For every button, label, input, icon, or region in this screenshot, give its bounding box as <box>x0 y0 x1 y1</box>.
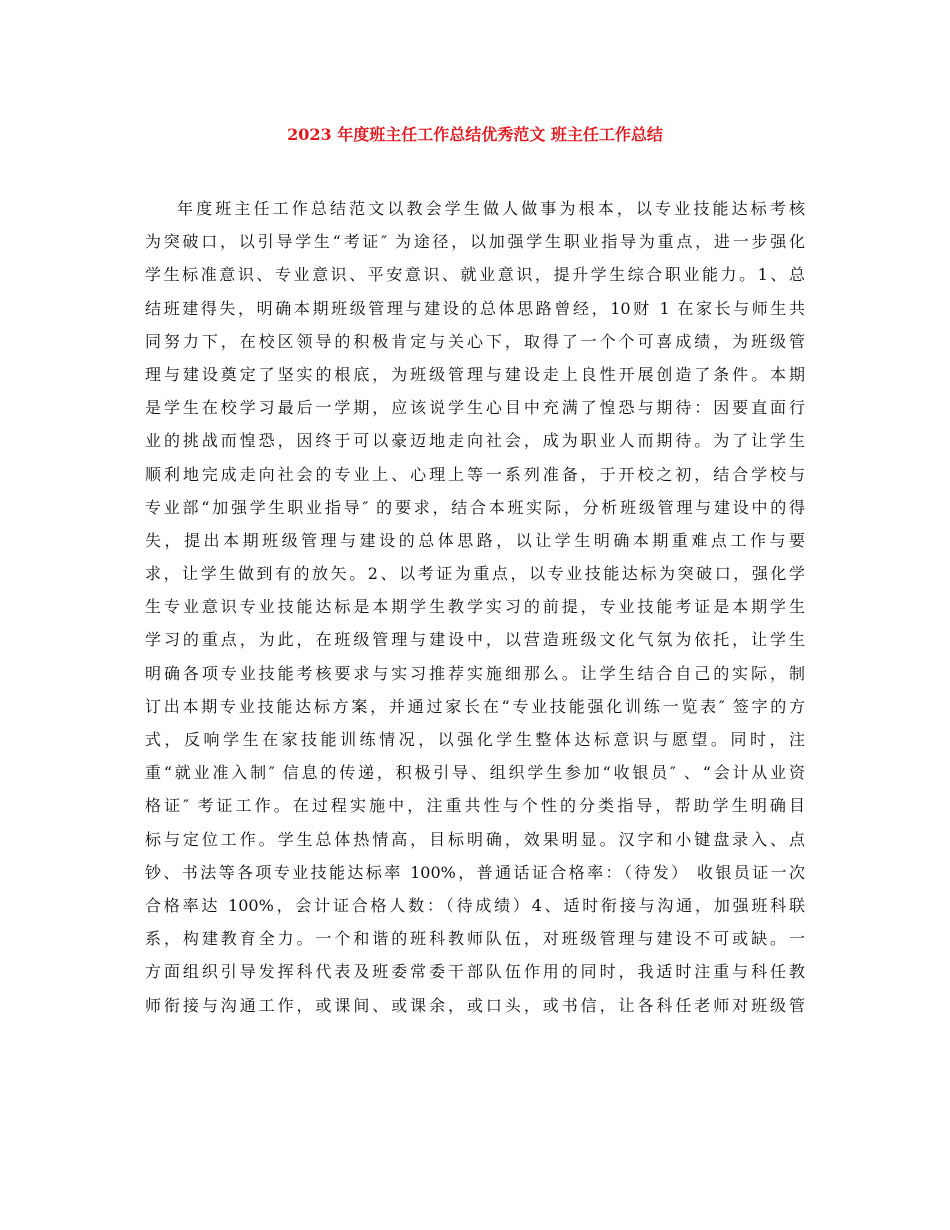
body-line: 合格率达 100%，会计证合格人数：（待成绩）4、适时衔接与沟通，加强班科联 <box>145 895 805 915</box>
body-line: 钞、书法等各项专业技能达标率 100%，普通话证合格率：（待发） 收银员证一次 <box>145 862 805 882</box>
body-line: 专业部“加强学生职业指导″ 的要求，结合本班实际，分析班级管理与建设中的得 <box>145 497 805 517</box>
body-line: 系，构建教育全力。一个和谐的班科教师队伍，对班级管理与建设不可或缺。一 <box>145 929 805 949</box>
body-line: 顺利地完成走向社会的专业上、心理上等一系列准备，于开校之初，结合学校与 <box>145 464 805 484</box>
body-line: 明确各项专业技能考核要求与实习推荐实施细那么。让学生结合自己的实际，制 <box>145 663 805 683</box>
body-line: 格证″ 考证工作。在过程实施中，注重共性与个性的分类指导，帮助学生明确目 <box>145 796 805 816</box>
body-line: 学生标准意识、专业意识、平安意识、就业意识，提升学生综合职业能力。1、总 <box>145 265 805 285</box>
body-line: 方面组织引导发挥科代表及班委常委干部队伍作用的同时，我适时注重与科任教 <box>145 962 805 982</box>
body-line: 求，让学生做到有的放矢。2、以考证为重点，以专业技能达标为突破口，强化学 <box>145 564 805 584</box>
body-line: 年度班主任工作总结范文以教会学生做人做事为根本，以专业技能达标考核 <box>177 199 805 218</box>
body-line: 生专业意识专业技能达标是本期学生教学实习的前提，专业技能考证是本期学生 <box>145 597 805 617</box>
body-line: 是学生在校学习最后一学期，应该说学生心目中充满了惶恐与期待：因要直面行 <box>145 398 805 418</box>
body-line: 理与建设奠定了坚实的根底，为班级管理与建设走上良性开展创造了条件。本期 <box>145 364 805 384</box>
body-line: 师衔接与沟通工作，或课间、或课余，或口头，或书信，让各科任老师对班级管 <box>145 995 805 1015</box>
body-line: 订出本期专业技能达标方案，并通过家长在“专业技能强化训练一览表″ 签字的方 <box>145 696 805 716</box>
body-line: 标与定位工作。学生总体热情高，目标明确，效果明显。汉字和小键盘录入、点 <box>145 829 805 849</box>
body-line: 为突破口，以引导学生“考证″ 为途径，以加强学生职业指导为重点，进一步强化 <box>145 232 805 252</box>
document-body <box>145 192 805 1022</box>
body-line: 失，提出本期班级管理与建设的总体思路，以让学生明确本期重难点工作与要 <box>145 530 805 550</box>
body-line: 式，反响学生在家技能训练情况，以强化学生整体达标意识与愿望。同时，注 <box>145 730 805 749</box>
document-title: 2023 年度班主任工作总结优秀范文 班主任工作总结 <box>287 125 663 144</box>
body-line: 同努力下，在校区领导的积极肯定与关心下，取得了一个个可喜成绩，为班级管 <box>145 331 805 351</box>
body-line: 重“就业准入制″ 信息的传递，积极引导、组织学生参加“收银员″ 、“会计从业资 <box>145 763 805 783</box>
body-line: 学习的重点，为此，在班级管理与建设中，以营造班级文化气氛为依托，让学生 <box>145 630 805 650</box>
body-line: 业的挑战而惶恐，因终于可以豪迈地走向社会，成为职业人而期待。为了让学生 <box>145 431 805 451</box>
body-line: 结班建得失，明确本期班级管理与建设的总体思路曾经，10财 1 在家长与师生共 <box>145 298 805 318</box>
